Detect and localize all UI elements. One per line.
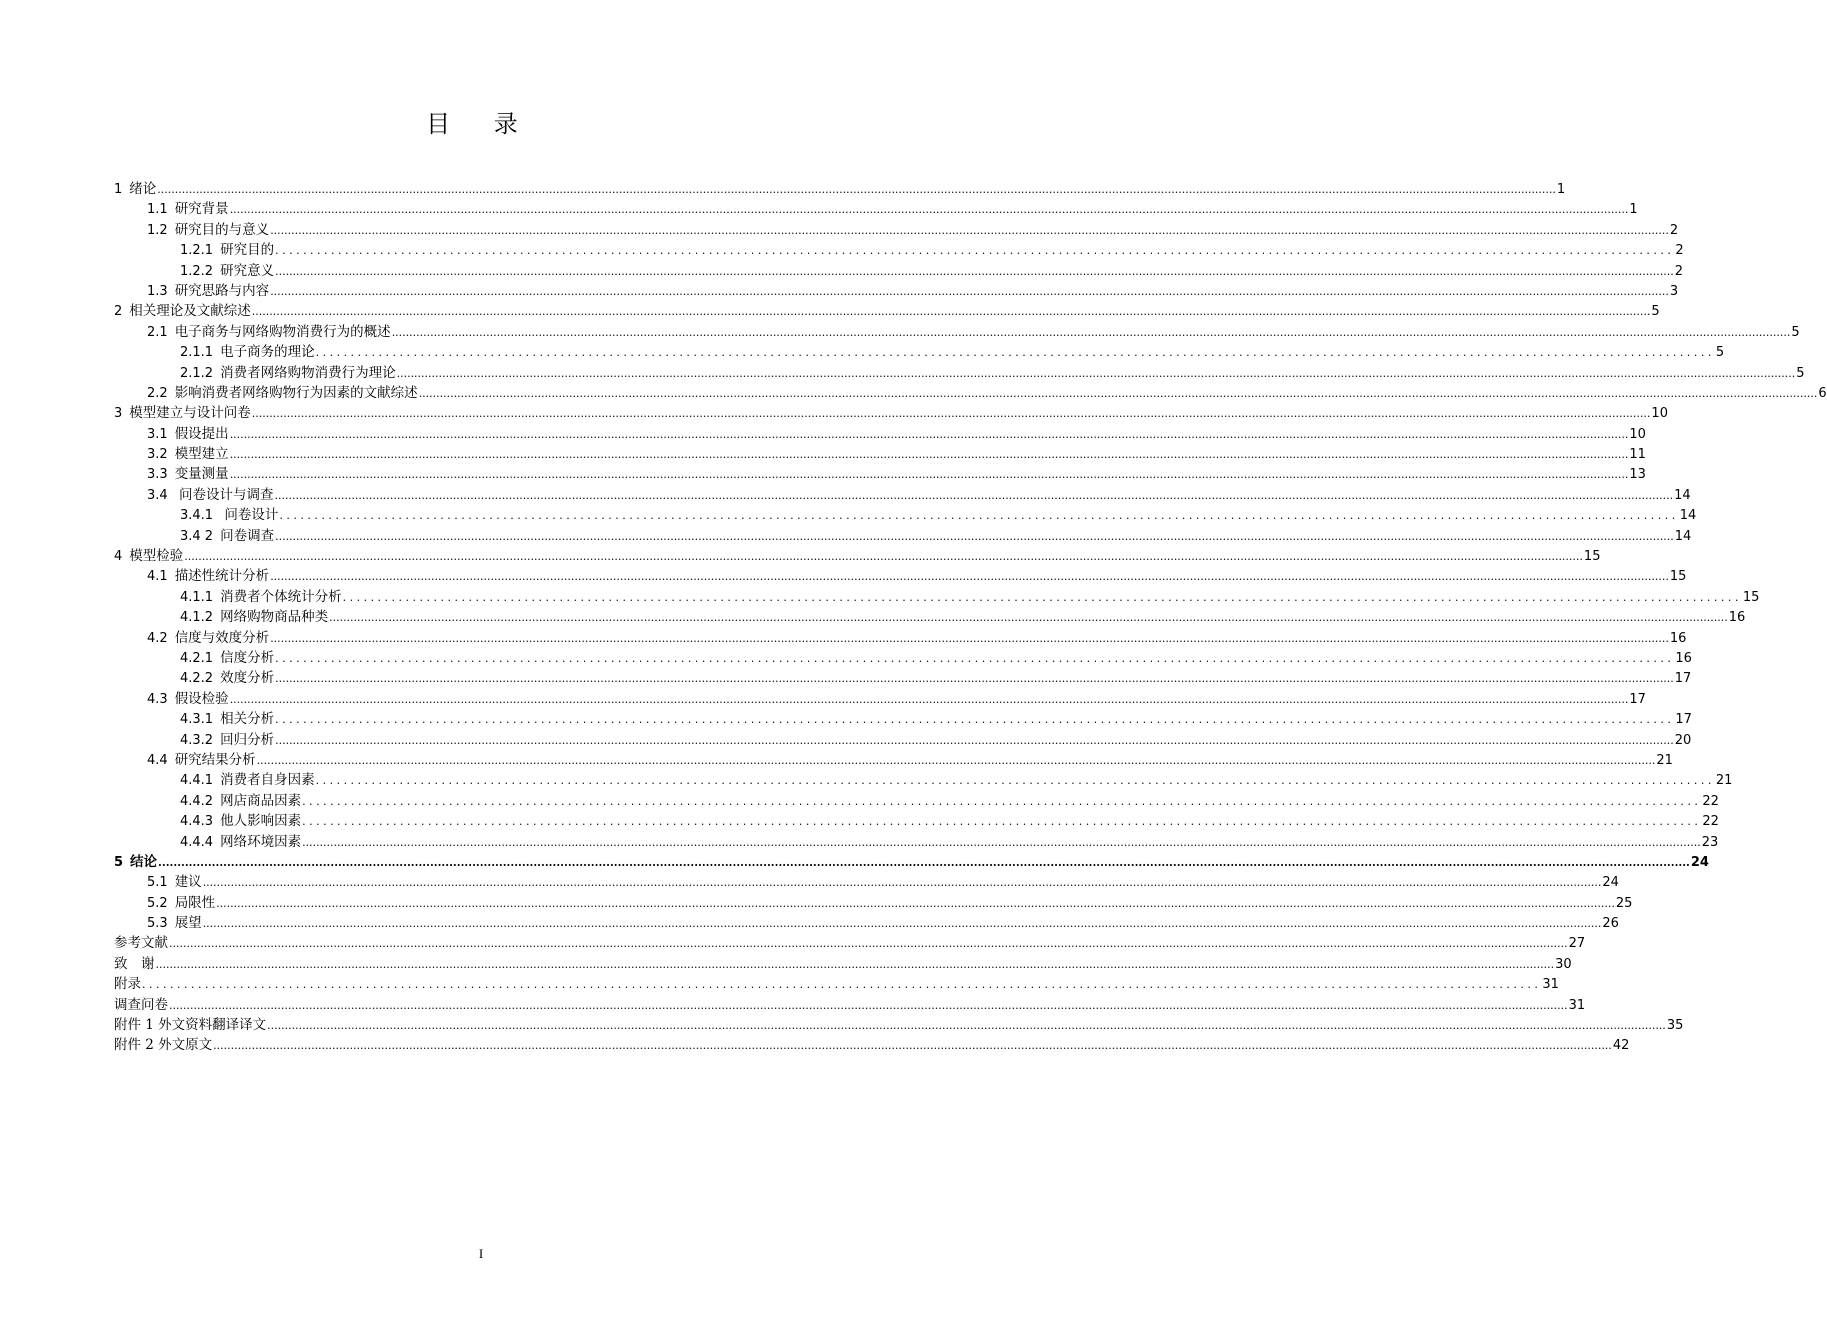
toc-entry-label: 相关分析	[220, 711, 275, 728]
toc-entry[interactable]	[114, 750, 1673, 770]
toc-entry-title	[147, 444, 229, 465]
toc-entry[interactable]	[114, 648, 1692, 668]
toc-dot-leader: ................................................................................................................................................................................................................................................................................................................................................................................................................	[270, 570, 1669, 584]
toc-entry-number: 3	[114, 406, 123, 422]
toc-entry[interactable]	[114, 526, 1692, 546]
toc-dot-leader: ........................................................................................................................................................................................................	[279, 509, 1679, 523]
toc-entry-number: 1.2.1	[180, 243, 214, 259]
toc-entry-title	[114, 546, 183, 567]
toc-entry[interactable]	[114, 566, 1687, 586]
toc-entry[interactable]	[114, 607, 1746, 627]
toc-dot-leader: ........................................................................................................................................................................................................	[275, 713, 1675, 727]
toc-entry-title	[147, 750, 256, 771]
toc-dot-leader: ................................................................................................................................................................................................................................................................................................................................................................................................................	[274, 488, 1674, 502]
toc-entry-title	[147, 281, 269, 302]
toc-entry-label: 附录	[114, 976, 141, 993]
toc-entry-title	[147, 322, 391, 343]
toc-entry-number: 3.4	[147, 487, 168, 503]
toc-entry-label: 局限性	[174, 894, 216, 911]
toc-entry-title	[114, 974, 141, 994]
toc-entry-title	[147, 872, 202, 893]
toc-entry[interactable]	[114, 464, 1646, 484]
toc-dot-leader: ................................................................................................................................................................................................................................................................................................................................................................................................................	[202, 917, 1602, 931]
toc-entry-title	[114, 1015, 266, 1035]
toc-entry-title	[180, 342, 315, 363]
toc-entry[interactable]	[114, 791, 1719, 811]
toc-entry-title	[114, 403, 251, 424]
toc-entry-page: 13	[1629, 467, 1646, 483]
toc-entry[interactable]	[114, 893, 1633, 913]
toc-entry-number: 4.4.2	[180, 793, 214, 809]
toc-entry-number: 2.1.2	[180, 365, 214, 381]
toc-entry-number: 4.2.2	[180, 671, 214, 687]
page-number: I	[478, 1246, 484, 1261]
toc-entry-page: 14	[1674, 487, 1691, 503]
toc-dot-leader: ................................................................................................................................................................................................................................................................................................................................................................................................................	[251, 305, 1651, 319]
toc-entry[interactable]	[114, 730, 1692, 750]
toc-dot-leader: ................................................................................................................................................................................................................................................................................................................................................................................................................	[256, 753, 1656, 767]
toc-entry-page: 5	[1651, 304, 1660, 320]
toc-dot-leader: ................................................................................................................................................................................................................................................................................................................................................................................................................	[275, 264, 1674, 278]
toc-entry-page: 2	[1669, 222, 1679, 238]
toc-entry-title	[114, 995, 168, 1015]
toc-entry-title	[180, 730, 274, 751]
toc-entry-title	[114, 933, 168, 953]
toc-entry-number: 3.4 2	[180, 528, 214, 544]
toc-entry-number: 4.3	[147, 691, 168, 707]
toc-dot-leader: ................................................................................................................................................................................................................................................................................................................................................................................................................	[275, 529, 1674, 543]
toc-entry[interactable]	[114, 709, 1692, 729]
toc-entry[interactable]	[114, 363, 1805, 383]
toc-entry-page: 5	[1715, 345, 1725, 361]
toc-entry-page: 25	[1615, 895, 1633, 911]
toc-entry[interactable]	[114, 1035, 1630, 1055]
toc-dot-leader: ................................................................................................................................................................................................................................................................................................................................................................................................................	[302, 835, 1701, 849]
toc-entry-label: 网络购物商品种类	[220, 609, 329, 626]
toc-entry[interactable]	[114, 403, 1668, 423]
toc-dot-leader: ................................................................................................................................................................................................................................................................................................................................................................................................................	[329, 611, 1728, 625]
toc-entry-label: 网络环境因素	[220, 833, 302, 850]
toc-entry[interactable]	[114, 546, 1601, 566]
toc-dot-leader: ................................................................................................................................................................................................................................................................................................................................................................................................................	[229, 203, 1629, 217]
toc-entry[interactable]	[114, 240, 1684, 260]
toc-dot-leader: ........................................................................................................................................................................................................	[302, 794, 1702, 808]
toc-entry-number: 4.4.1	[180, 773, 214, 789]
toc-entry-page: 2	[1675, 243, 1684, 259]
toc-dot-leader: ................................................................................................................................................................................................................................................................................................................................................................................................................	[251, 407, 1651, 421]
toc-entry-title	[114, 179, 156, 200]
toc-entry-page: 21	[1715, 773, 1733, 789]
toc-entry-label: 网店商品因素	[220, 792, 302, 809]
toc-entry-label: 附件 1 外文资料翻译译文	[114, 1017, 267, 1034]
toc-entry-title	[180, 648, 274, 669]
toc-entry-title	[180, 811, 301, 832]
toc-entry[interactable]	[114, 301, 1660, 321]
toc-entry-page: 10	[1651, 406, 1668, 422]
toc-entry-label: 电子商务与网络购物消费行为的概述	[174, 323, 391, 340]
toc-entry-label: 消费者自身因素	[220, 772, 315, 789]
toc-entry-number: 1	[114, 182, 123, 197]
toc-entry-label: 问卷设计	[220, 507, 279, 524]
toc-dot-leader: ................................................................................................................................................................................................................................................................................................................................................................................................................	[267, 1019, 1666, 1033]
toc-entry[interactable]	[114, 179, 1566, 199]
toc-entry[interactable]	[114, 322, 1800, 342]
toc-entry-label: 研究目的与意义	[174, 221, 270, 238]
toc-entry[interactable]	[114, 811, 1719, 831]
toc-entry-number: 1.1	[147, 202, 168, 218]
toc-entry-label: 他人影响因素	[220, 813, 302, 830]
toc-entry-page: 23	[1701, 834, 1719, 850]
toc-dot-leader: ................................................................................................................................................................................................................................................................................................................................................................................................................	[229, 427, 1629, 441]
toc-entry-page: 16	[1669, 630, 1687, 646]
toc-entry-number: 4.1	[147, 569, 168, 585]
toc-entry-number: 4.4.4	[180, 834, 214, 850]
toc-entry-page: 11	[1629, 447, 1646, 463]
toc-entry-title	[147, 383, 418, 404]
toc-entry-title	[114, 954, 155, 974]
toc-dot-leader: ................................................................................................................................................................................................................................................................................................................................................................................................................	[270, 223, 1669, 237]
toc-entry[interactable]	[114, 974, 1559, 994]
toc-entry-label: 假设提出	[174, 425, 229, 442]
toc-dot-leader: ........................................................................................................................................................................................................	[302, 815, 1702, 829]
toc-entry[interactable]	[114, 587, 1760, 607]
toc-entry-title	[147, 689, 229, 710]
toc-entry-label: 电子商务的理论	[220, 344, 315, 361]
toc-entry-number: 4.4.3	[180, 814, 214, 830]
toc-entry-page: 6	[1818, 385, 1827, 401]
toc-dot-leader: ................................................................................................................................................................................................................................................................................................................................................................................................................	[275, 672, 1674, 686]
toc-entry-number: 4.1.2	[180, 610, 214, 626]
toc-entry[interactable]	[114, 668, 1692, 688]
page-title: 目 录	[426, 110, 536, 138]
toc-entry-label: 问卷设计与调查	[174, 486, 274, 503]
toc-entry-number: 4.3.2	[180, 732, 214, 748]
toc-entry[interactable]	[114, 872, 1619, 892]
toc-entry[interactable]	[114, 444, 1646, 464]
toc-entry-label: 研究背景	[174, 201, 229, 218]
toc-entry-page: 1	[1629, 202, 1638, 218]
toc-entry-page: 30	[1555, 956, 1572, 972]
toc-entry-label: 模型建立与设计问卷	[129, 405, 251, 422]
toc-entry-title	[147, 220, 269, 241]
toc-entry-number: 1.2	[147, 222, 168, 238]
toc-entry-page: 17	[1674, 671, 1692, 687]
toc-entry-page: 31	[1542, 977, 1559, 993]
toc-entry[interactable]	[114, 933, 1586, 953]
toc-entry-title	[180, 587, 342, 608]
toc-entry-title	[180, 505, 278, 526]
toc-entry-page: 15	[1583, 549, 1601, 565]
toc-entry-label: 绪论	[129, 181, 157, 197]
toc-dot-leader: ........................................................................................................................................................................................................	[142, 978, 1542, 992]
toc-entry-page: 17	[1629, 691, 1646, 707]
toc-entry-title	[180, 363, 396, 384]
toc-entry-page: 2	[1674, 263, 1683, 279]
table-of-contents	[114, 179, 1827, 1056]
toc-entry-label: 问卷调查	[220, 527, 275, 544]
toc-dot-leader: ................................................................................................................................................................................................................................................................................................................................................................................................................	[169, 937, 1568, 951]
toc-entry-number: 4.2	[147, 630, 168, 646]
toc-entry-label: 回归分析	[220, 731, 275, 748]
toc-dot-leader: ................................................................................................................................................................................................................................................................................................................................................................................................................	[155, 957, 1555, 971]
toc-dot-leader: ................................................................................................................................................................................................................................................................................................................................................................................................................	[184, 550, 1583, 564]
toc-entry-title	[147, 464, 229, 485]
toc-entry[interactable]	[114, 261, 1683, 281]
toc-entry-label: 建议	[174, 874, 202, 891]
toc-dot-leader: ........................................................................................................................................................................................................	[342, 590, 1742, 604]
toc-entry-label: 信度与效度分析	[174, 629, 270, 646]
toc-entry-label: 致 谢	[114, 955, 155, 972]
toc-dot-leader: ................................................................................................................................................................................................................................................................................................................................................................................................................	[229, 448, 1629, 462]
toc-entry-title	[180, 607, 328, 628]
toc-entry-number: 4	[114, 549, 123, 565]
toc-dot-leader: ................................................................................................................................................................................................................................................................................................................................................................................................................	[270, 284, 1669, 298]
toc-entry-title	[180, 240, 274, 261]
toc-entry-number: 2.1	[147, 324, 168, 340]
toc-dot-leader: ................................................................................................................................................................................................................................................................................................................................................................................................................	[229, 692, 1629, 706]
toc-entry-label: 模型检验	[129, 548, 184, 565]
toc-entry-page: 20	[1674, 732, 1692, 748]
toc-entry-label: 附件 2 外文原文	[114, 1037, 213, 1054]
toc-entry-page: 24	[1602, 875, 1619, 891]
toc-entry[interactable]	[114, 689, 1646, 709]
toc-entry-page: 35	[1666, 1018, 1684, 1034]
toc-entry-title	[147, 199, 229, 220]
toc-dot-leader: ................................................................................................................................................................................................................................................................................................................................................................................................................	[396, 366, 1796, 380]
toc-entry[interactable]	[114, 220, 1679, 240]
toc-entry-label: 模型建立	[174, 446, 229, 463]
toc-dot-leader: ................................................................................................................................................................................................................................................................................................................................................................................................................	[202, 876, 1602, 890]
toc-entry-page: 31	[1568, 997, 1586, 1013]
toc-entry-number: 5.2	[147, 895, 168, 911]
toc-entry-number: 3.3	[147, 467, 168, 483]
toc-entry-page: 16	[1728, 610, 1746, 626]
toc-entry-page: 3	[1669, 283, 1679, 299]
toc-entry-title	[180, 526, 274, 547]
toc-entry-page: 24	[1690, 854, 1709, 870]
toc-entry[interactable]	[114, 1015, 1684, 1035]
toc-entry[interactable]	[114, 954, 1572, 974]
toc-entry-number: 4.3.1	[180, 712, 214, 728]
toc-entry-page: 15	[1742, 589, 1760, 605]
toc-dot-leader: ................................................................................................................................................................................................................................................................................................................................................................................................................	[391, 325, 1791, 339]
toc-entry-page: 21	[1656, 752, 1673, 768]
toc-entry-label: 展望	[174, 915, 202, 932]
toc-entry[interactable]	[114, 281, 1679, 301]
toc-entry-number: 5.3	[147, 916, 168, 932]
toc-entry[interactable]	[114, 342, 1725, 362]
toc-entry-label: 消费者个体统计分析	[220, 588, 342, 605]
toc-entry-number: 5.1	[147, 875, 168, 891]
toc-entry-page: 42	[1612, 1038, 1630, 1054]
toc-entry[interactable]	[114, 832, 1719, 852]
toc-entry[interactable]	[114, 913, 1619, 933]
toc-entry[interactable]	[114, 424, 1646, 444]
toc-entry-number: 5	[114, 854, 124, 870]
toc-entry-label: 假设检验	[174, 690, 229, 707]
toc-entry[interactable]	[114, 383, 1827, 403]
toc-entry-page: 22	[1702, 814, 1719, 830]
toc-entry-page: 15	[1669, 569, 1687, 585]
toc-entry[interactable]	[114, 852, 1709, 872]
toc-entry-number: 4.1.1	[180, 589, 214, 605]
toc-entry-title	[180, 770, 315, 791]
toc-entry-number: 2.1.1	[180, 345, 214, 361]
toc-entry[interactable]	[114, 770, 1733, 790]
toc-entry-page: 5	[1796, 365, 1805, 381]
toc-dot-leader: ................................................................................................................................................................................................................................................................................................................................................................................................................	[157, 183, 1556, 196]
toc-entry-number: 2	[114, 304, 123, 320]
toc-dot-leader: ................................................................................................................................................................................................................................................................................................................................................................................................................	[158, 855, 1690, 869]
toc-entry-label: 信度分析	[220, 649, 275, 666]
toc-entry-title	[147, 893, 215, 914]
toc-entry-title	[114, 1035, 212, 1055]
toc-entry-page: 16	[1675, 650, 1692, 666]
toc-entry-label: 结论	[130, 853, 158, 870]
toc-dot-leader: ................................................................................................................................................................................................................................................................................................................................................................................................................	[270, 631, 1669, 645]
toc-entry-page: 17	[1675, 712, 1692, 728]
toc-entry-label: 调查问卷	[114, 996, 168, 1013]
toc-entry-page: 14	[1674, 528, 1692, 544]
toc-entry-label: 研究思路与内容	[174, 282, 270, 299]
toc-entry[interactable]	[114, 995, 1586, 1015]
toc-entry-page: 1	[1556, 182, 1566, 197]
toc-entry-page: 22	[1702, 793, 1719, 809]
toc-entry-page: 14	[1679, 508, 1697, 524]
toc-dot-leader: ........................................................................................................................................................................................................	[275, 244, 1675, 258]
toc-entry-title	[147, 628, 269, 649]
toc-entry-label: 影响消费者网络购物行为因素的文献综述	[174, 384, 418, 401]
toc-entry-label: 研究目的	[220, 242, 275, 259]
toc-entry-title	[114, 852, 157, 873]
toc-entry-label: 描述性统计分析	[174, 568, 270, 585]
toc-entry-title	[180, 261, 274, 282]
toc-entry-title	[180, 832, 301, 853]
toc-entry-title	[147, 485, 273, 506]
toc-entry-title	[180, 668, 274, 689]
toc-entry[interactable]	[114, 505, 1697, 525]
toc-entry-number: 3.2	[147, 447, 168, 463]
toc-entry-label: 消费者网络购物消费行为理论	[220, 364, 396, 381]
toc-entry-label: 研究意义	[220, 262, 275, 279]
toc-dot-leader: ................................................................................................................................................................................................................................................................................................................................................................................................................	[275, 733, 1674, 747]
toc-dot-leader: ................................................................................................................................................................................................................................................................................................................................................................................................................	[169, 998, 1568, 1012]
toc-dot-leader: ................................................................................................................................................................................................................................................................................................................................................................................................................	[229, 468, 1629, 482]
toc-entry-page: 27	[1568, 936, 1586, 952]
toc-entry-number: 4.2.1	[180, 650, 214, 666]
toc-entry-number: 3.1	[147, 426, 168, 442]
toc-entry[interactable]	[114, 628, 1687, 648]
toc-entry-page: 26	[1602, 916, 1619, 932]
toc-dot-leader: ........................................................................................................................................................................................................	[315, 774, 1715, 788]
toc-dot-leader: ........................................................................................................................................................................................................	[315, 346, 1715, 360]
toc-dot-leader: ........................................................................................................................................................................................................	[275, 651, 1675, 665]
toc-entry-title	[147, 566, 269, 587]
toc-entry-title	[147, 424, 229, 445]
toc-dot-leader: ................................................................................................................................................................................................................................................................................................................................................................................................................	[216, 896, 1615, 910]
toc-entry[interactable]	[114, 485, 1691, 505]
toc-entry-number: 2.2	[147, 385, 168, 401]
toc-entry[interactable]	[114, 199, 1638, 219]
toc-entry-title	[147, 913, 202, 934]
toc-entry-label: 研究结果分析	[174, 751, 256, 768]
toc-entry-title	[180, 791, 301, 812]
toc-entry-page: 5	[1791, 324, 1800, 340]
toc-entry-number: 1.3	[147, 283, 168, 299]
toc-dot-leader: ................................................................................................................................................................................................................................................................................................................................................................................................................	[213, 1039, 1612, 1053]
toc-entry-label: 相关理论及文献综述	[129, 303, 251, 320]
toc-entry-number: 3.4.1	[180, 508, 214, 524]
toc-entry-title	[114, 301, 251, 322]
toc-entry-label: 效度分析	[220, 670, 275, 687]
toc-entry-number: 4.4	[147, 752, 168, 768]
toc-entry-title	[180, 709, 274, 730]
toc-entry-label: 参考文献	[114, 935, 168, 952]
toc-entry-number: 1.2.2	[180, 263, 214, 279]
toc-dot-leader: ................................................................................................................................................................................................................................................................................................................................................................................................................	[418, 386, 1818, 400]
toc-entry-page: 10	[1629, 426, 1646, 442]
toc-entry-label: 变量测量	[174, 466, 229, 483]
